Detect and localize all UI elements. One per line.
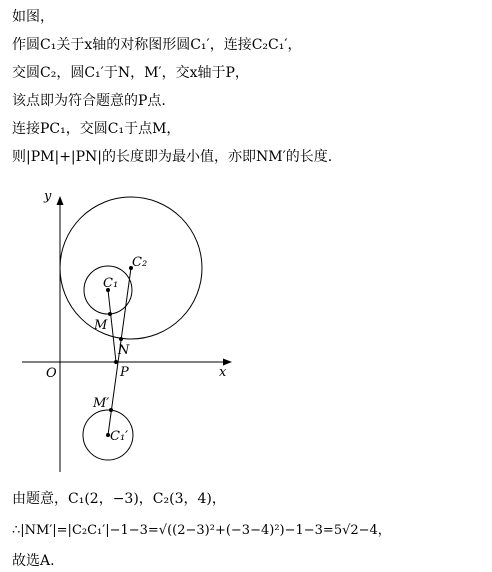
point-n: [119, 337, 123, 341]
label-m: M: [94, 318, 108, 333]
solution-line-7: 由题意，C₁(2，−3)，C₂(3，4)，: [12, 491, 226, 507]
label-c1-prime: C₁′: [110, 429, 129, 444]
solution-line-1: 如图，: [12, 9, 54, 25]
label-m-prime: M′: [93, 396, 110, 411]
label-o: O: [46, 366, 57, 381]
y-axis-arrow: [57, 196, 64, 205]
solution-line-2: 作圆C₁关于x轴的对称图形圆C₁′，连接C₂C₁′，: [12, 37, 302, 53]
point-m: [108, 312, 112, 316]
label-x: x: [219, 365, 227, 380]
solution-line-8: ∴|NM′|=|C₂C₁′|−1−3=√((2−3)²+(−3−4)²)−1−3=5√2−4，: [12, 523, 391, 538]
point-m-prime: [109, 408, 113, 412]
label-c2: C₂: [132, 255, 148, 270]
solution-line-4: 该点即为符合题意的P点.: [12, 93, 166, 109]
solution-line-6: 则|PM|+|PN|的长度即为最小值，亦即NM′的长度.: [12, 149, 333, 165]
solution-line-3: 交圆C₂，圆C₁′于N，M′，交x轴于P，: [12, 65, 249, 81]
point-p: [114, 360, 118, 364]
label-p: P: [120, 365, 129, 380]
label-y: y: [44, 189, 52, 204]
segment-p-c1: [108, 290, 116, 362]
label-n: N: [118, 343, 130, 358]
solution-line-5: 连接PC₁，交圆C₁于点M，: [12, 121, 181, 137]
label-c1: C₁: [103, 276, 119, 291]
solution-line-9: 故选A.: [12, 553, 55, 569]
